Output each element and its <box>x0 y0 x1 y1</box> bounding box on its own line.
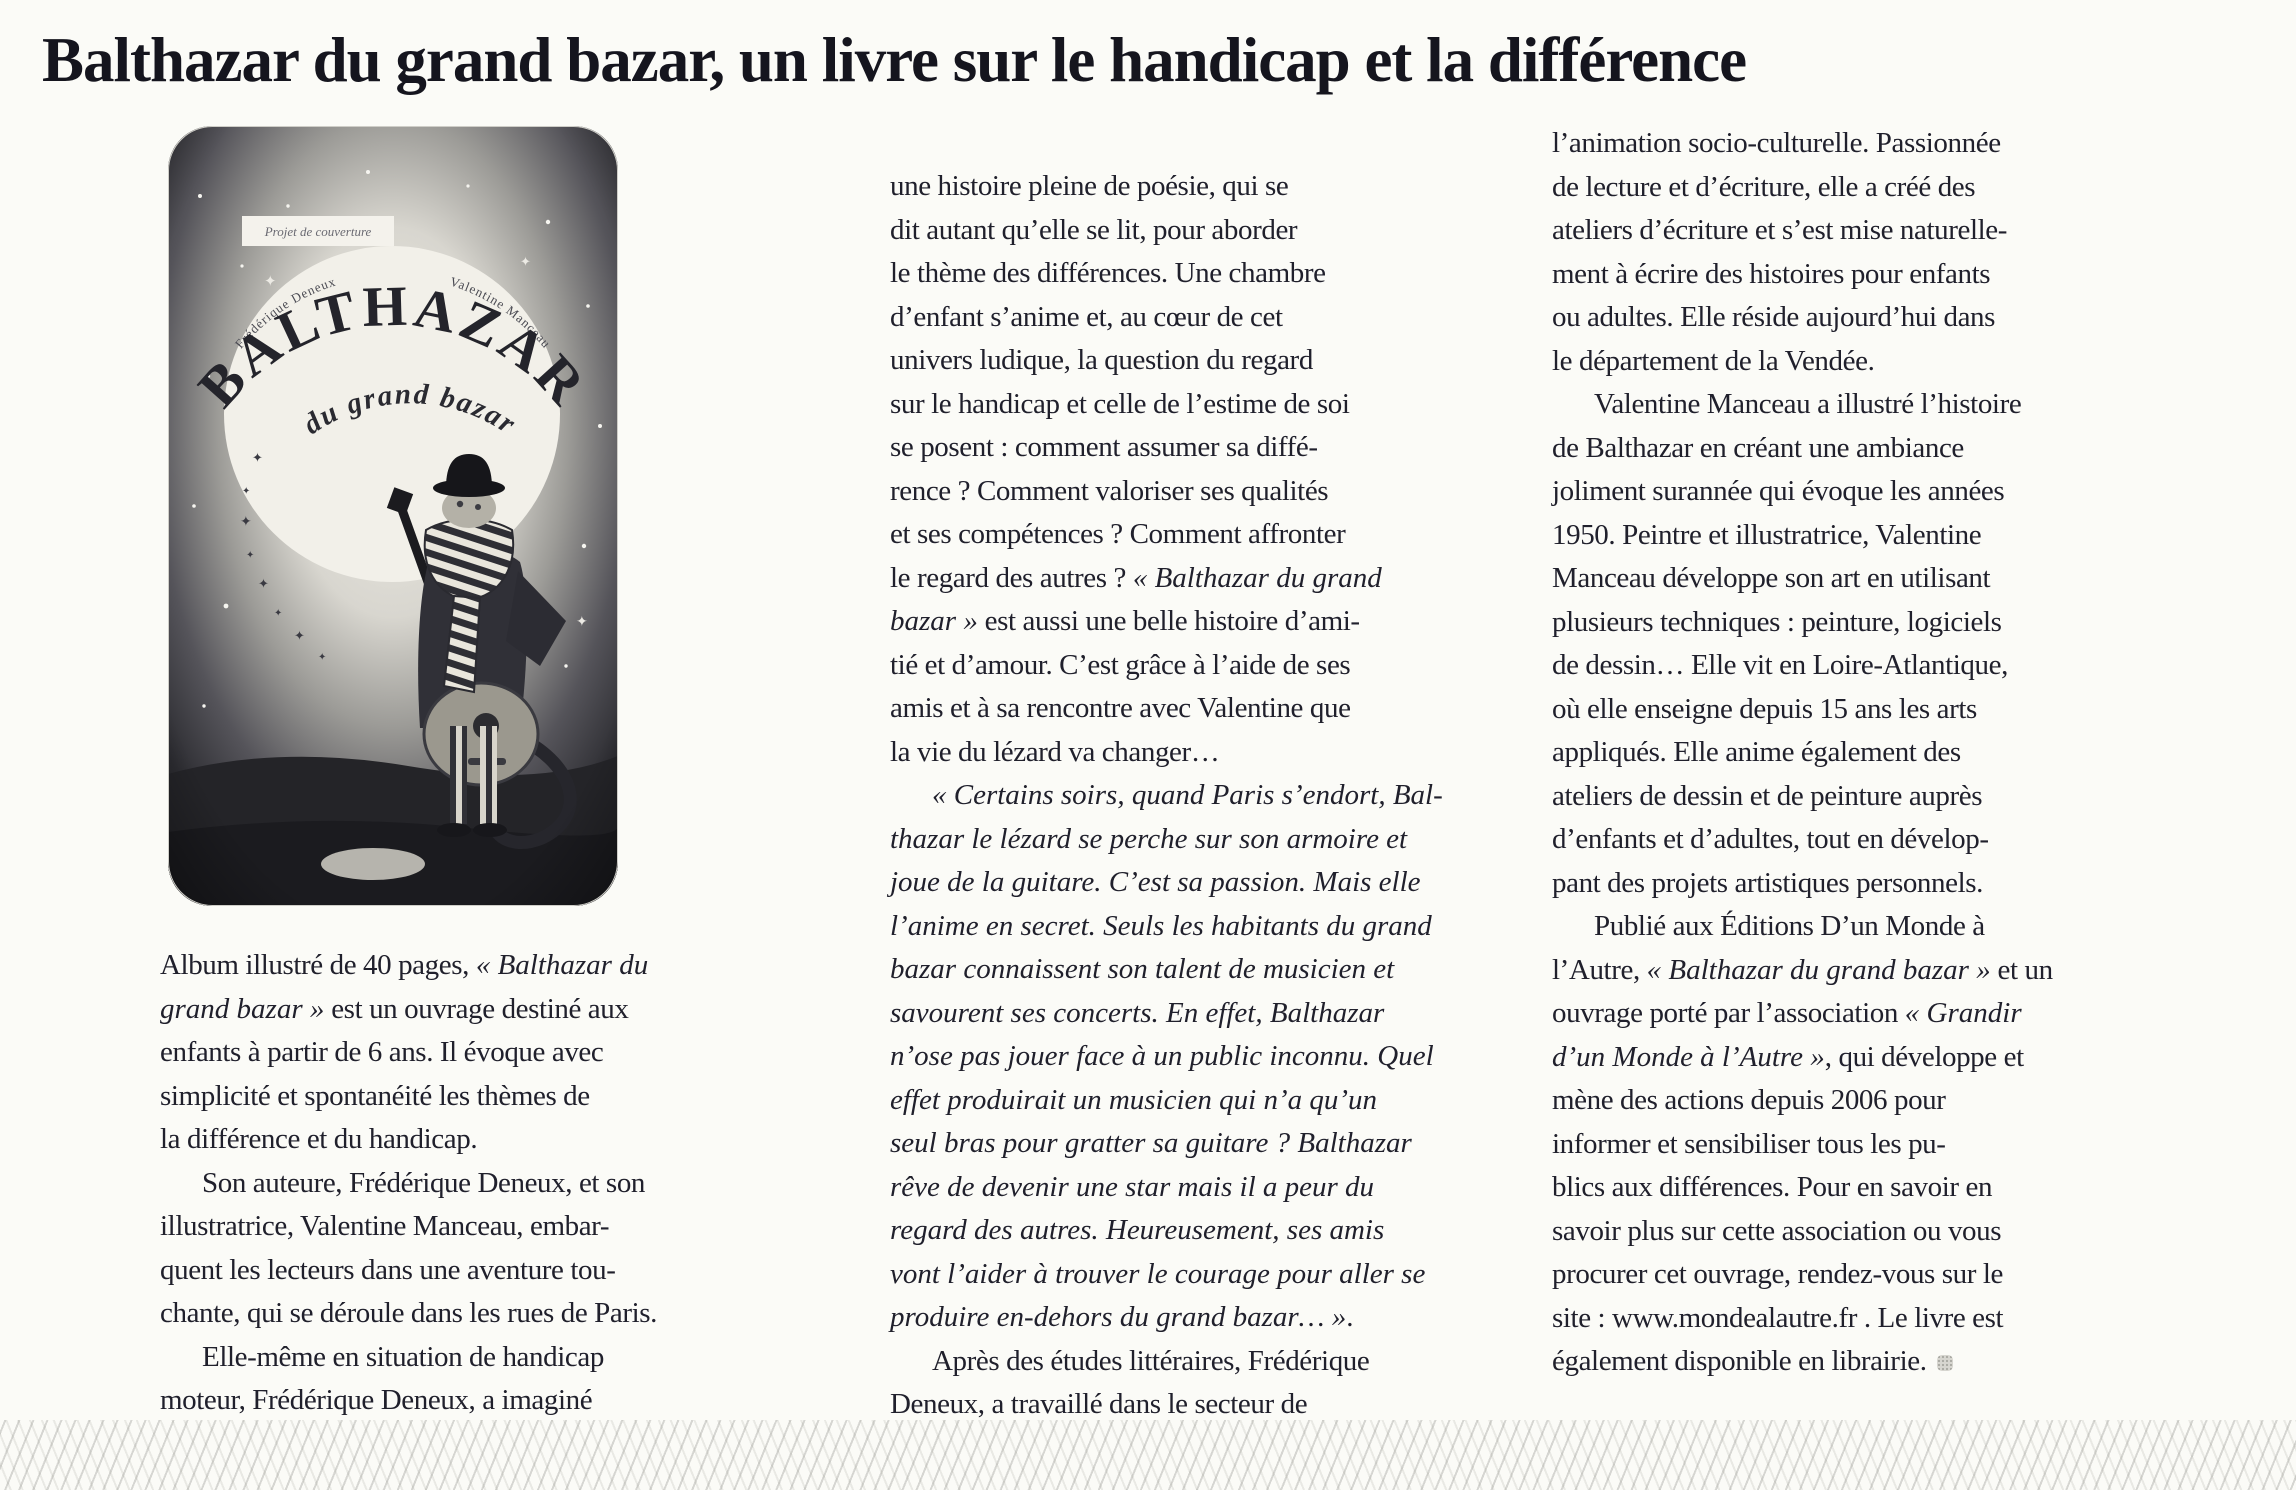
text-segment: la différence et du handicap. <box>160 1123 478 1155</box>
text-segment: rence ? Comment valoriser ses qualités <box>890 474 1329 507</box>
text-line <box>1552 1340 2272 1384</box>
text-segment: et ses compétences ? Comment affronter <box>890 518 1346 550</box>
text-segment: savoir plus sur cette association ou vous <box>1552 1214 2002 1247</box>
text-segment: blics aux différences. Pour en savoir en <box>1552 1171 1993 1203</box>
text-segment: Son auteure, Frédérique Deneux, et son <box>202 1166 646 1199</box>
text-line <box>160 944 880 988</box>
text-segment: regard des autres. Heureusement, ses amis <box>890 1214 1385 1246</box>
text-line <box>1552 166 2272 210</box>
text-line <box>1552 296 2272 340</box>
text-line <box>160 1031 880 1075</box>
text-line <box>890 600 1550 644</box>
text-segment: « Balthazar du <box>475 949 649 981</box>
text-segment: est aussi une belle histoire d’ami- <box>977 605 1360 637</box>
text-segment: tié et d’amour. C’est grâce à l’aide de ses <box>890 648 1351 681</box>
book-cover <box>168 126 618 906</box>
text-segment: n’ose pas jouer face à un public inconnu. Quel <box>890 1040 1434 1072</box>
text-line <box>160 988 880 1032</box>
text-segment: également disponible en librairie. <box>1552 1345 1927 1377</box>
text-segment: . <box>1346 1301 1354 1333</box>
text-line <box>160 1118 880 1162</box>
text-line <box>1552 122 2272 166</box>
text-line <box>1552 775 2272 819</box>
text-segment: appliqués. Elle anime également des <box>1552 736 1961 768</box>
text-segment: se posent : comment assumer sa diffé- <box>890 431 1318 463</box>
text-line <box>160 1205 880 1249</box>
text-line <box>890 252 1550 296</box>
text-line <box>890 774 1550 818</box>
text-segment: site : www.mondealautre.fr . Le livre est <box>1552 1301 2004 1334</box>
text-line <box>1552 1210 2272 1254</box>
text-line <box>890 992 1550 1036</box>
text-line <box>1552 601 2272 645</box>
text-segment: de dessin… Elle vit en Loire-Atlantique, <box>1552 649 2008 681</box>
text-segment: Après des études littéraires, Frédérique <box>932 1344 1370 1377</box>
text-segment: mène des actions depuis 2006 pour <box>1552 1084 1946 1116</box>
text-segment: illustratrice, Valentine Manceau, embar- <box>160 1210 610 1242</box>
text-line <box>890 1166 1550 1210</box>
text-segment: d’enfants et d’adultes, tout en dévelop- <box>1552 823 1989 855</box>
text-line <box>890 687 1550 731</box>
text-segment: où elle enseigne depuis 15 ans les arts <box>1552 692 1977 725</box>
text-line <box>890 1122 1550 1166</box>
text-line <box>160 1075 880 1119</box>
text-line <box>1552 1253 2272 1297</box>
text-segment: le département de la Vendée. <box>1552 344 1875 377</box>
text-line <box>1552 1166 2272 1210</box>
text-line <box>160 1249 880 1293</box>
text-line <box>890 861 1550 905</box>
text-segment: simplicité et spontanéité les thèmes de <box>160 1079 590 1112</box>
text-line <box>1552 949 2272 993</box>
text-line <box>890 426 1550 470</box>
text-line <box>890 470 1550 514</box>
text-line <box>1552 1297 2272 1341</box>
text-segment: grand bazar » <box>160 992 325 1025</box>
text-segment: plusieurs techniques : peinture, logiciels <box>1552 605 2002 638</box>
text-line <box>890 339 1550 383</box>
text-line <box>1552 644 2272 688</box>
text-line <box>160 1379 880 1423</box>
text-segment: quent les lecteurs dans une aventure tou- <box>160 1253 616 1286</box>
text-line <box>1552 209 2272 253</box>
right-column <box>1552 122 2272 1384</box>
text-segment: ou adultes. Elle réside aujourd’hui dans <box>1552 301 1996 333</box>
text-line <box>890 383 1550 427</box>
text-line <box>890 209 1550 253</box>
text-segment: savourent ses concerts. En effet, Balthazar <box>890 996 1385 1029</box>
text-segment: « Certains soirs, quand Paris s’endort, Bal- <box>932 779 1443 811</box>
text-segment: d’un Monde à l’Autre » <box>1552 1040 1825 1073</box>
text-line <box>890 644 1550 688</box>
text-segment: l’animation socio-culturelle. Passionnée <box>1552 127 2001 159</box>
article-headline: Balthazar du grand bazar, un livre sur le handicap et la différence <box>42 25 1747 95</box>
text-line <box>890 296 1550 340</box>
text-line <box>160 1336 880 1380</box>
middle-column <box>890 165 1550 1427</box>
text-segment: de lecture et d’écriture, elle a créé des <box>1552 170 1976 203</box>
text-line <box>890 557 1550 601</box>
text-segment: bazar » <box>890 605 978 637</box>
text-line <box>1552 514 2272 558</box>
text-segment: 1950. Peintre et illustratrice, Valentine <box>1552 518 1982 551</box>
text-segment: chante, qui se déroule dans les rues de Paris. <box>160 1297 658 1329</box>
text-segment: sur le handicap et celle de l’estime de soi <box>890 387 1350 420</box>
text-line <box>160 1292 880 1336</box>
text-line <box>890 731 1550 775</box>
text-line <box>1552 470 2272 514</box>
text-segment: « Balthazar du grand <box>1132 561 1382 594</box>
text-segment: l’anime en secret. Seuls les habitants du grand <box>890 909 1432 942</box>
text-segment: d’enfant s’anime et, au cœur de cet <box>890 300 1283 333</box>
text-segment: Elle-même en situation de handicap <box>202 1340 604 1373</box>
text-segment: ouvrage porté par l’association <box>1552 997 1905 1029</box>
text-segment: l’Autre, <box>1552 953 1647 986</box>
text-line <box>1552 862 2272 906</box>
text-segment: thazar le lézard se perche sur son armoire et <box>890 822 1408 855</box>
text-segment: Publié aux Éditions D’un Monde à <box>1594 910 1985 942</box>
text-line <box>1552 731 2272 775</box>
book-cover-illustration <box>168 126 618 906</box>
text-segment: pant des projets artistiques personnels. <box>1552 866 1983 899</box>
text-segment: procurer cet ouvrage, rendez-vous sur le <box>1552 1258 2004 1290</box>
text-line <box>1552 1079 2272 1123</box>
text-line <box>890 1296 1550 1340</box>
text-segment: Deneux, a travaillé dans le secteur de <box>890 1388 1308 1420</box>
text-line <box>1552 557 2272 601</box>
text-line <box>890 905 1550 949</box>
text-line <box>890 513 1550 557</box>
text-segment: le regard des autres ? <box>890 561 1133 594</box>
text-line <box>890 165 1550 209</box>
text-line <box>1552 253 2272 297</box>
text-segment: de Balthazar en créant une ambiance <box>1552 431 1964 464</box>
text-segment: amis et à sa rencontre avec Valentine que <box>890 692 1351 724</box>
caption-column <box>160 944 880 1423</box>
text-segment: seul bras pour gratter sa guitare ? Balthazar <box>890 1127 1412 1159</box>
text-line <box>1552 383 2272 427</box>
text-segment: effet produirait un musicien qui n’a qu’un <box>890 1083 1378 1116</box>
text-segment: le thème des différences. Une chambre <box>890 257 1326 289</box>
text-line <box>890 1035 1550 1079</box>
text-segment: une histoire pleine de poésie, qui se <box>890 170 1289 202</box>
text-line <box>890 1340 1550 1384</box>
text-line <box>1552 340 2272 384</box>
text-segment: univers ludique, la question du regard <box>890 344 1313 376</box>
text-segment: joliment surannée qui évoque les années <box>1552 475 2005 507</box>
text-line <box>890 1209 1550 1253</box>
text-segment: , qui développe et <box>1824 1040 2024 1073</box>
cover-vignette <box>168 126 618 906</box>
text-segment: informer et sensibiliser tous les pu- <box>1552 1127 1946 1160</box>
text-line <box>1552 992 2272 1036</box>
text-line <box>890 1253 1550 1297</box>
text-segment: enfants à partir de 6 ans. Il évoque avec <box>160 1036 604 1068</box>
text-line <box>890 948 1550 992</box>
text-segment: et un <box>1990 953 2053 986</box>
text-line <box>1552 427 2272 471</box>
text-segment: est un ouvrage destiné aux <box>324 992 629 1025</box>
text-segment: ateliers d’écriture et s’est mise naturelle- <box>1552 214 2008 246</box>
scan-edge-hatching <box>0 1420 2296 1490</box>
text-line <box>890 1079 1550 1123</box>
text-segment: ateliers de dessin et de peinture auprès <box>1552 779 1983 812</box>
text-line <box>1552 818 2272 862</box>
text-line <box>1552 1123 2272 1167</box>
text-line <box>160 1162 880 1206</box>
text-segment: produire en-dehors du grand bazar… » <box>890 1301 1347 1333</box>
text-segment: la vie du lézard va changer… <box>890 735 1220 768</box>
text-segment: « Balthazar du grand bazar » <box>1646 953 1991 986</box>
text-segment: rêve de devenir une star mais il a peur du <box>890 1170 1375 1203</box>
text-line <box>1552 905 2272 949</box>
text-segment: dit autant qu’elle se lit, pour aborder <box>890 213 1298 246</box>
text-segment: Valentine Manceau a illustré l’histoire <box>1594 388 2022 420</box>
text-segment: « Grandir <box>1904 997 2022 1029</box>
article-end-mark <box>1937 1355 1953 1371</box>
text-segment: moteur, Frédérique Deneux, a imaginé <box>160 1384 593 1416</box>
text-segment: vont l’aider à trouver le courage pour aller se <box>890 1257 1426 1290</box>
text-segment: bazar connaissent son talent de musicien et <box>890 953 1395 985</box>
text-segment: Manceau développe son art en utilisant <box>1552 562 1991 594</box>
text-segment: ment à écrire des histoires pour enfants <box>1552 257 1991 290</box>
text-segment: joue de la guitare. C’est sa passion. Mais elle <box>890 866 1421 898</box>
text-line <box>1552 1036 2272 1080</box>
text-segment: Album illustré de 40 pages, <box>160 949 476 981</box>
text-line <box>1552 688 2272 732</box>
text-line <box>890 818 1550 862</box>
